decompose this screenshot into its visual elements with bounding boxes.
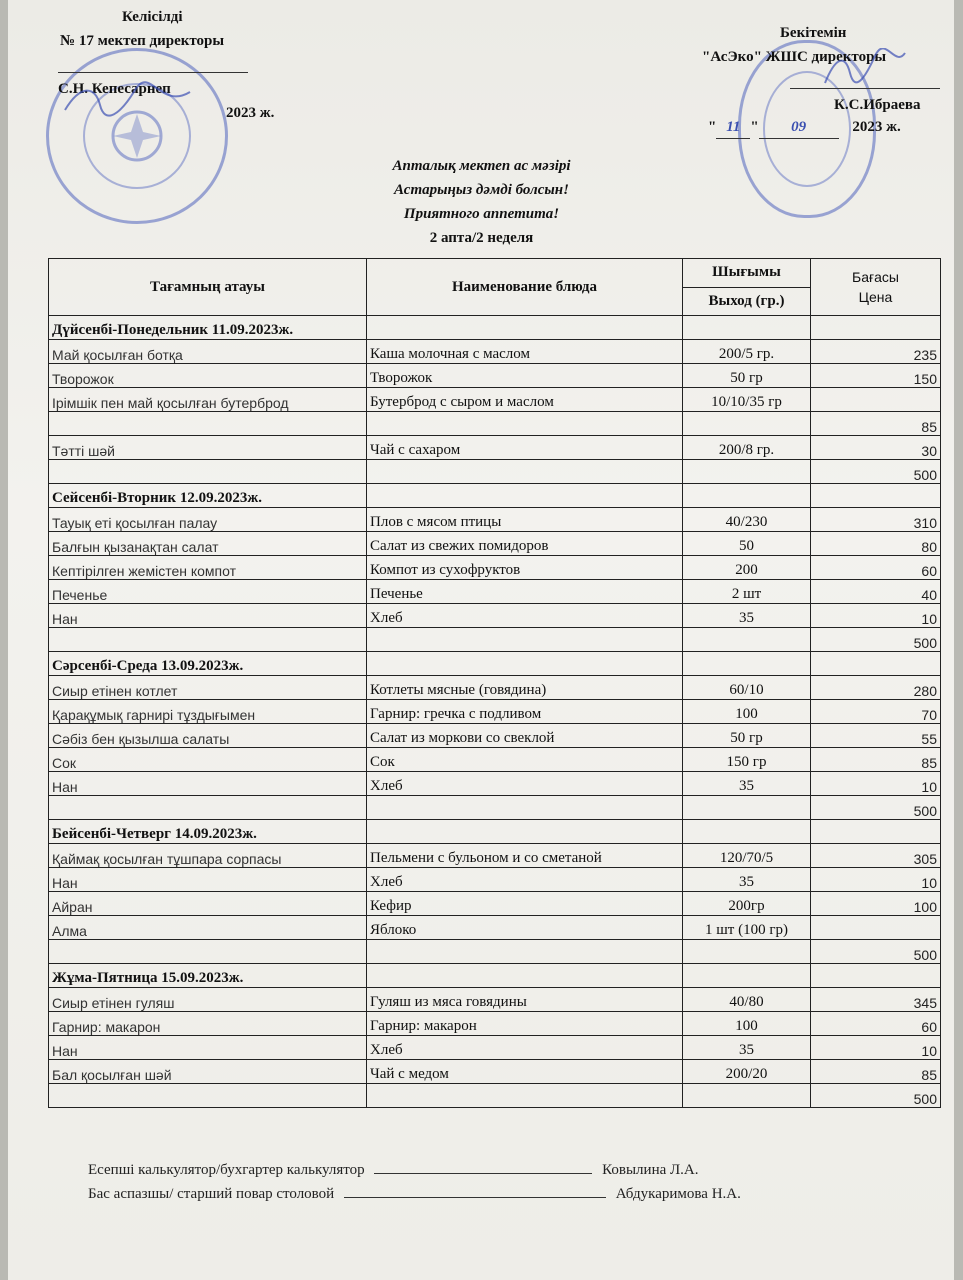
approval-left-title: Келісілді [122,9,183,25]
dish-output: 100 [683,1012,811,1036]
menu-greeting-kz: Астарыңыз дәмді болсын! [394,182,569,198]
dish-output: 40/230 [683,508,811,532]
dish-name-kz: Нан [49,604,367,628]
day-total-row [49,796,941,820]
dish-output: 35 [683,604,811,628]
dish-name-ru: Салат из свежих помидоров [367,532,683,556]
col-header-ru: Наименование блюда [367,259,683,316]
day-total: 500 [811,796,941,820]
dish-name-kz: Нан [49,1036,367,1060]
dish-price: 85 [811,1060,941,1084]
dish-price: 85 [811,412,941,436]
dish-name-ru: Хлеб [367,868,683,892]
dish-name-kz: Кептірілген жемістен компот [49,556,367,580]
dish-name-kz: Творожок [49,364,367,388]
dish-price [811,388,941,412]
day-name: Бейсенбі-Четверг 14.09.2023ж. [49,820,367,844]
footer-chef: Бас аспазшы/ старший повар столовой Абдукаримова Н.А. [88,1186,741,1202]
dish-name-kz: Балғын қызанақтан салат [49,532,367,556]
menu-item-row [49,892,941,916]
day-name: Сейсенбі-Вторник 12.09.2023ж. [49,484,367,508]
dish-output: 100 [683,700,811,724]
dish-name-kz: Нан [49,868,367,892]
day-name: Дүйсенбі-Понедельник 11.09.2023ж. [49,316,367,340]
menu-item-row [49,700,941,724]
menu-item-row [49,868,941,892]
dish-output: 200 [683,556,811,580]
dish-name-kz: Қаймақ қосылған тұшпара сорпасы [49,844,367,868]
dish-name-kz: Қарақұмық гарнирі тұздығымен [49,700,367,724]
signature-line-right [790,88,940,89]
dish-name-ru: Котлеты мясные (говядина) [367,676,683,700]
dish-name-kz: Сок [49,748,367,772]
dish-price [811,916,941,940]
approval-left-position: № 17 мектеп директоры [60,33,225,49]
approval-right-position: "АсЭко" ЖШС директоры [702,49,887,65]
dish-name-ru: Гарнир: макарон [367,1012,683,1036]
dish-name-ru: Гуляш из мяса говядины [367,988,683,1012]
menu-item-row [49,676,941,700]
dish-name-ru: Чай с сахаром [367,436,683,460]
dish-output: 60/10 [683,676,811,700]
dish-name-ru: Бутерброд с сыром и маслом [367,388,683,412]
day-name: Жұма-Пятница 15.09.2023ж. [49,964,367,988]
signature-left [60,80,200,120]
menu-item-row [49,508,941,532]
approval-right-date: " 11 " 09 2023 ж. [708,116,901,139]
menu-item-row [49,604,941,628]
dish-name-kz [49,412,367,436]
menu-item-row [49,532,941,556]
menu-item-row [49,748,941,772]
dish-price: 80 [811,532,941,556]
dish-price: 280 [811,676,941,700]
dish-output: 120/70/5 [683,844,811,868]
dish-price: 10 [811,772,941,796]
dish-name-ru [367,412,683,436]
dish-name-ru: Плов с мясом птицы [367,508,683,532]
dish-name-ru: Пельмени с бульоном и со сметаной [367,844,683,868]
dish-price: 30 [811,436,941,460]
menu-title-kz: Апталық мектеп ас мәзірі [392,158,571,174]
dish-output: 10/10/35 гр [683,388,811,412]
approval-right-name: К.С.Ибраева [834,97,921,113]
menu-item-row [49,988,941,1012]
dish-output: 35 [683,1036,811,1060]
menu-week: 2 апта/2 неделя [429,230,534,246]
day-total-row [49,1084,941,1108]
dish-name-ru: Печенье [367,580,683,604]
dish-output: 150 гр [683,748,811,772]
dish-price: 10 [811,1036,941,1060]
dish-price: 85 [811,748,941,772]
dish-name-ru: Кефир [367,892,683,916]
footer-chef-line [344,1197,606,1198]
dish-name-ru: Салат из моркови со свеклой [367,724,683,748]
dish-name-ru: Чай с медом [367,1060,683,1084]
dish-output: 40/80 [683,988,811,1012]
dish-output: 35 [683,772,811,796]
menu-item-row [49,556,941,580]
dish-price: 10 [811,868,941,892]
dish-name-kz: Печенье [49,580,367,604]
day-name: Сәрсенбі-Среда 13.09.2023ж. [49,652,367,676]
dish-price: 10 [811,604,941,628]
day-header-row [49,964,941,988]
dish-price: 55 [811,724,941,748]
dish-name-ru: Каша молочная с маслом [367,340,683,364]
dish-name-ru: Сок [367,748,683,772]
dish-price: 70 [811,700,941,724]
day-total: 500 [811,1084,941,1108]
dish-name-kz: Ірімшік пен май қосылған бутерброд [49,388,367,412]
dish-name-ru: Компот из сухофруктов [367,556,683,580]
dish-price: 60 [811,556,941,580]
footer-accountant-line [374,1173,592,1174]
dish-name-kz: Сиыр етінен котлет [49,676,367,700]
menu-item-row [49,580,941,604]
dish-name-ru: Хлеб [367,772,683,796]
dish-name-kz: Сиыр етінен гуляш [49,988,367,1012]
col-header-kz: Тағамның атауы [49,259,367,316]
day-total: 500 [811,460,941,484]
day-total: 500 [811,628,941,652]
dish-output: 50 гр [683,724,811,748]
day-total: 500 [811,940,941,964]
day-header-row [49,316,941,340]
menu-item-row [49,724,941,748]
dish-name-kz: Алма [49,916,367,940]
dish-output: 2 шт [683,580,811,604]
col-header-price: Бағасы Цена [811,259,941,316]
dish-output: 200/8 гр. [683,436,811,460]
signature-right [820,48,910,88]
menu-item-row [49,1036,941,1060]
dish-name-kz: Сәбіз бен қызылша салаты [49,724,367,748]
dish-output [683,412,811,436]
dish-price: 100 [811,892,941,916]
menu-item-row [49,364,941,388]
day-header-row [49,820,941,844]
menu-item-row [49,1012,941,1036]
dish-output: 35 [683,868,811,892]
menu-item-row [49,436,941,460]
menu-table [48,258,941,1108]
dish-name-ru: Яблоко [367,916,683,940]
dish-price: 150 [811,364,941,388]
dish-name-ru: Хлеб [367,604,683,628]
menu-item-row [49,1060,941,1084]
dish-name-ru: Хлеб [367,1036,683,1060]
day-header-row [49,652,941,676]
dish-name-kz: Тәтті шәй [49,436,367,460]
menu-item-row [49,388,941,412]
dish-output: 1 шт (100 гр) [683,916,811,940]
signature-line-left [58,72,248,73]
dish-output: 200/20 [683,1060,811,1084]
dish-name-kz: Май қосылған ботқа [49,340,367,364]
dish-output: 50 гр [683,364,811,388]
dish-output: 50 [683,532,811,556]
dish-price: 310 [811,508,941,532]
dish-name-ru: Творожок [367,364,683,388]
dish-output: 200/5 гр. [683,340,811,364]
footer-accountant: Есепші калькулятор/бухгартер калькулятор Ковылина Л.А. [88,1162,699,1178]
menu-body [49,316,941,1108]
dish-price: 305 [811,844,941,868]
approval-right-title: Бекітемін [780,25,847,41]
dish-price: 60 [811,1012,941,1036]
approval-left-date: 2023 ж. [226,105,275,121]
menu-item-row [49,412,941,436]
dish-price: 345 [811,988,941,1012]
dish-price: 235 [811,340,941,364]
menu-item-row [49,916,941,940]
col-header-output-ru: Выход (гр.) [683,287,811,316]
dish-name-kz: Айран [49,892,367,916]
menu-greeting-ru: Приятного аппетита! [403,206,560,222]
menu-item-row [49,844,941,868]
col-header-output-kz: Шығымы [683,259,811,288]
day-header-row [49,484,941,508]
dish-price: 40 [811,580,941,604]
menu-item-row [49,340,941,364]
dish-name-ru: Гарнир: гречка с подливом [367,700,683,724]
dish-output: 200гр [683,892,811,916]
day-total-row [49,460,941,484]
menu-item-row [49,772,941,796]
day-total-row [49,628,941,652]
approval-left-name: С.Н. Кепесарнеп [58,81,171,97]
dish-name-kz: Тауық еті қосылған палау [49,508,367,532]
dish-name-kz: Нан [49,772,367,796]
day-total-row [49,940,941,964]
dish-name-kz: Бал қосылған шәй [49,1060,367,1084]
dish-name-kz: Гарнир: макарон [49,1012,367,1036]
